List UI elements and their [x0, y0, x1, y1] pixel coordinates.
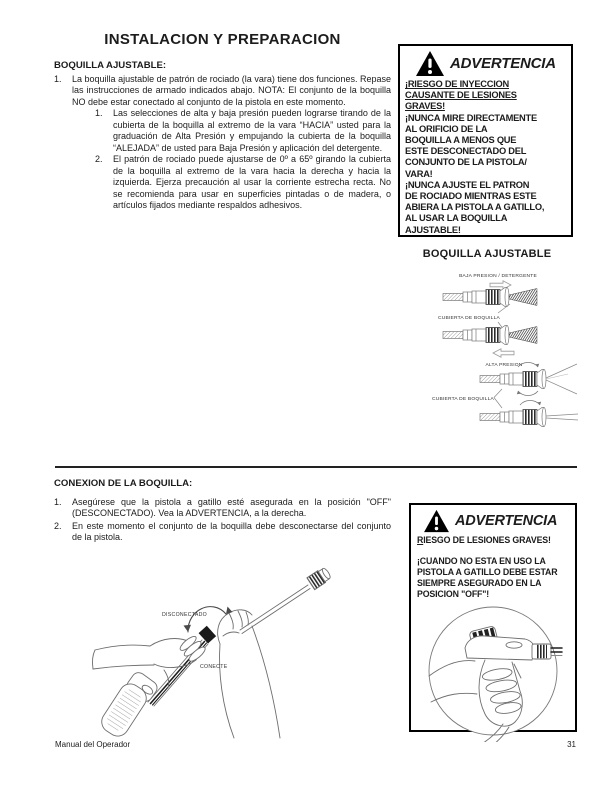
list-item: [95, 108, 391, 154]
nozzle-diagram-heading: BOQUILLA AJUSTABLE: [422, 248, 552, 260]
list-item: [54, 74, 391, 108]
section-nozzle-connection: [54, 478, 391, 545]
label-low-pressure: BAJA PRESION / DETERGENTE: [459, 274, 537, 279]
warning-box-trigger-gun: [409, 503, 577, 732]
list-text: La boquilla ajustable de patrón de rociado (la vara) tiene dos funciones. Repase las instrucciones de armado indicados abajo. NOTA: El conjunto de la boquilla NO debe estar conectado al conjunto de la pistola en este momento.: [72, 74, 391, 107]
warning-text-line: DE ROCIADO MIENTRAS ESTE: [405, 191, 537, 202]
warning-text-line: AL USAR LA BOQUILLA: [405, 213, 508, 224]
warning-text-line: ¡CUANDO NO ESTA EN USO LA: [417, 556, 546, 566]
gun-grip: [98, 670, 169, 740]
label-nozzle-cover-2: CUBIERTA DE BOQUILLA: [432, 397, 494, 402]
nozzle-narrow-spray: [480, 401, 578, 427]
footer-page-number: 31: [567, 740, 576, 749]
gun-body: [465, 636, 535, 660]
wand: [240, 566, 332, 633]
warning-text-line: ABIERA LA PISTOLA A GATILLO,: [405, 202, 545, 213]
list-number: 2.: [54, 520, 62, 531]
warning-text-line: AJUSTABLE!: [405, 224, 461, 235]
warning-text-line: CAUSANTE DE LESIONES: [405, 90, 517, 101]
risk-rest: IESGO DE LESIONES GRAVES!: [423, 535, 551, 545]
list-number: 1.: [54, 497, 62, 507]
label-high-pressure: ALTA PRESION: [485, 363, 523, 368]
warning-title: ADVERTENCIA: [450, 55, 556, 72]
nozzle-low-pressure: [443, 288, 537, 307]
warning-text-line: BOQUILLA A MENOS QUE: [405, 135, 517, 146]
warning-body: [417, 556, 569, 600]
warning-text-line: SIEMPRE ASEGURADO EN LA: [417, 578, 542, 588]
trigger-gun-off-illustration: [417, 604, 569, 742]
list-number: 1.: [54, 74, 62, 84]
warning-text-line: PISTOLA A GATILLO DEBE ESTAR: [417, 567, 558, 577]
label-nozzle-cover-1: CUBIERTA DE BOQUILLA: [438, 316, 500, 321]
warning-text-line: ¡NUNCA AJUSTE EL PATRON: [405, 179, 530, 190]
list-item: [95, 154, 391, 211]
risk-first-letter: R: [417, 535, 424, 545]
leader-line: [494, 389, 502, 398]
section-divider: [55, 466, 577, 468]
gun-muzzle: [532, 644, 562, 659]
list-item: [54, 521, 391, 544]
warning-header: [415, 50, 566, 77]
section-heading: BOQUILLA AJUSTABLE:: [54, 60, 167, 71]
nozzle-diagram: [398, 264, 590, 464]
list-number: 2.: [95, 154, 103, 165]
list-text: Asegúrese que la pistola a gatillo esté asegurada en la posición "OFF" (DESCONECTADO). Vea la ADVERTENCIA, a la derecha.: [72, 497, 391, 519]
warning-header: [423, 509, 569, 533]
label-connect: CONECTE: [200, 664, 228, 670]
page-title: INSTALACION Y PREPARACION: [104, 31, 341, 48]
warning-text-line: AL ORIFICIO DE LA: [405, 123, 488, 134]
warning-triangle-icon: [423, 509, 450, 533]
leader-line: [494, 398, 502, 409]
warning-risk-line: [417, 535, 569, 546]
section-heading: CONEXION DE LA BOQUILLA:: [54, 478, 193, 489]
warning-text-line: ESTE DESCONECTADO DEL: [405, 146, 527, 157]
hand-holding-gun: [92, 634, 207, 669]
section-adjustable-nozzle: [54, 60, 391, 211]
warning-text-line: GRAVES!: [405, 101, 445, 112]
label-disconnected: DISCONECTADO: [162, 612, 208, 618]
warning-box-injection: [398, 44, 573, 237]
pull-arrow-left-icon: [493, 349, 514, 357]
warning-text-line: VARA!: [405, 168, 433, 179]
list-item: [54, 497, 391, 520]
list-text: El patrón de rociado puede ajustarse de 0º a 65º girando la cubierta de la boquilla al extremo de la vara hacia la derecha y hacia la izquierda. Ejerza precaución al usar la corriente estrecha recta. No se recomienda para usar en superficies pintadas o de madera, o artículos fijados mediante respaldos adhesivos.: [113, 154, 391, 210]
warning-text-line: CONJUNTO DE LA PISTOLA/: [405, 157, 527, 168]
warning-text-line: ¡RIESGO DE INYECCION: [405, 79, 509, 89]
warning-text-line: POSICION "OFF"!: [417, 589, 490, 599]
warning-text-line: ¡NUNCA MIRE DIRECTAMENTE: [405, 112, 537, 123]
connection-diagram: [68, 548, 368, 744]
list-text: En este momento el conjunto de la boquilla debe desconectarse del conjunto de la pistola.: [72, 520, 391, 543]
warning-body: [405, 79, 566, 236]
list-number: 1.: [95, 108, 103, 119]
warning-triangle-icon: [415, 50, 445, 77]
list-text: Las selecciones de alta y baja presión pueden lograrse tirando de la cubierta de la boquilla al extremo de la vara “HACIA” usted para la graduación de Alta Presión y empujando la cubierta de la boquilla “ALEJADA” de usted para Baja Presión y aplicación del detergente.: [113, 108, 391, 153]
footer-manual-label: Manual del Operador: [55, 740, 131, 749]
nozzle-high-pressure: [443, 326, 537, 345]
warning-title: ADVERTENCIA: [455, 513, 558, 529]
